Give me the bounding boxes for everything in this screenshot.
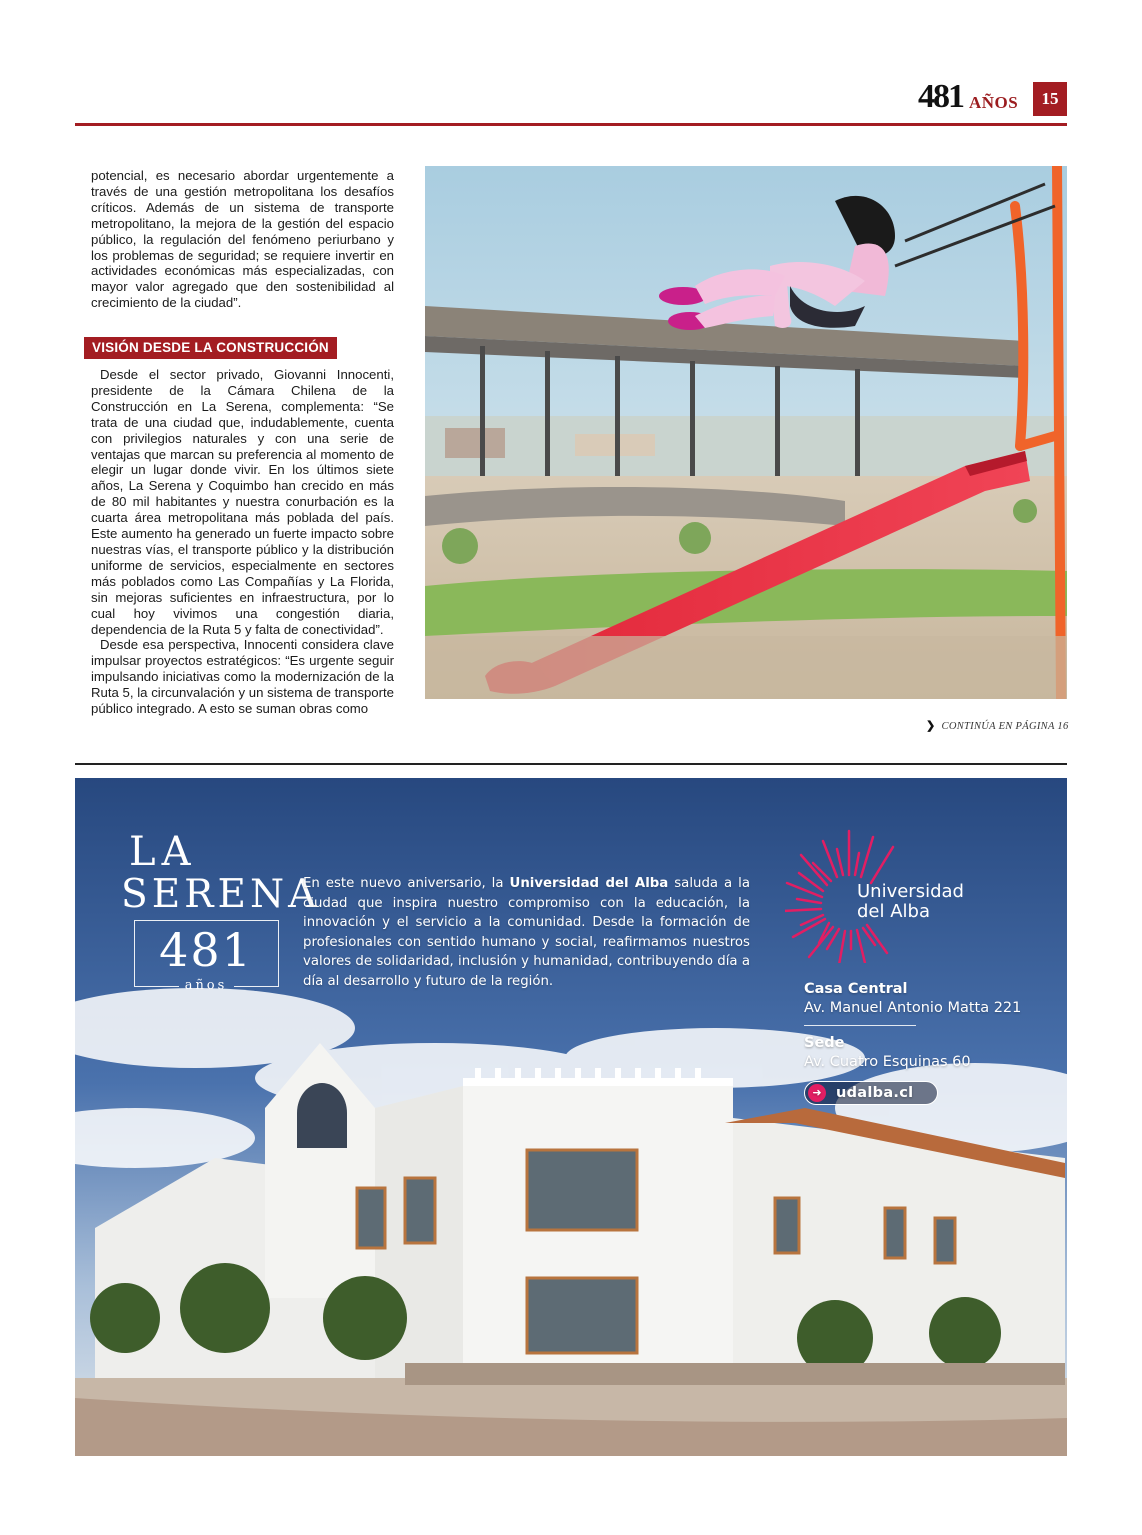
contact-block [804,980,1021,1105]
sede-address: Av. Cuatro Esquinas 60 [804,1054,971,1070]
playground-illustration [425,166,1067,699]
university-name-line2: del Alba [857,901,930,922]
playground-photo [425,166,1067,699]
masthead-logo [918,80,1028,116]
article-column-top [91,168,394,311]
casa-central-address: Av. Manuel Antonio Matta 221 [804,1000,1022,1016]
website-link[interactable] [804,1081,938,1105]
article-paragraph: Desde el sector privado, Giovanni Innocenti, presidente de la Cámara Chilena de la Construcción en La Serena, complementa: “Se trata de una ciudad que, indudablemente, cuenta con privilegios naturales y con una serie de ventajas que marcan su preferencia al momento de elegir un lugar donde vivir. En los últimos siete años, La Serena y Coquimbo han crecido en más de 80 mil habitantes y nuestra conurbación es la cuarta área metropolitana más poblada del país. Este aumento ha generado un fuerte impacto sobre nuestras vías, el transporte público y la distribución uniforme de servicios, especialmente en sectores más poblados como Las Compañías y La Florida, sin mejoras suficientes en infraestructura, por lo cual hoy vivimos una congestión diaria, dependencia de la Ruta 5 y falta de conectividad”. [91,367,394,637]
continued-text: CONTINÚA EN PÁGINA 16 [941,721,1069,732]
casa-central-label: Casa Central [804,981,908,997]
header-rule [75,123,1067,126]
la-serena-481-logo [121,829,321,993]
logo-la: LA [129,829,197,875]
section-heading: VISIÓN DESDE LA CONSTRUCCIÓN [84,337,337,359]
ad-text-intro: En este nuevo aniversario, la [303,876,510,891]
chevron-right-icon: ❯ [926,720,936,732]
university-name-line1: Universidad [857,881,964,902]
logo-481: 481 [159,923,253,977]
article-column-bottom [91,367,394,717]
ad-message [303,874,750,992]
logo-frame [134,920,279,986]
contact-divider [804,1025,916,1026]
page-number: 15 [1033,82,1067,116]
article-paragraph: Desde esa perspectiva, Innocenti considera clave impulsar proyectos estratégicos: “Es urgente seguir impulsando iniciativas como la modernización de la Ruta 5, la circunvalación y un sistema de transporte público integrado. A esto se suman obras como [91,637,394,717]
logo-serena: SERENA [121,872,321,917]
ad-text-body: saluda a la ciudad que inspira nuestro compromiso con la educación, la innovación y el servicio a la comunidad. Desde la formación de profesionales con sentido humano y social, reafirmamos nuestros valores de solidaridad, inclusión y humanidad, contribuyendo día a día al desarrollo y futuro de la región. [303,876,750,989]
logo-anos: años [134,979,279,993]
arrow-right-icon: ➜ [808,1084,826,1102]
section-divider [75,763,1067,765]
ad-text-university: Universidad del Alba [509,876,669,891]
masthead-word: AÑOS [969,93,1019,112]
website-url[interactable]: udalba.cl [836,1085,914,1101]
sede-label: Sede [804,1035,845,1051]
masthead-number: 481 [918,78,963,115]
continued-on-page [926,719,1069,732]
article-paragraph: potencial, es necesario abordar urgentemente a través de una gestión metropolitana los desafíos críticos. Además de un sistema de transporte metropolitano, la mejora de la gestión del espacio público, la regulación del fenómeno periurbano y los problemas de seguridad; se requiere invertir en actividades económicas más especializadas, con mayor valor agregado que den sostenibilidad al crecimiento de la ciudad”. [91,168,394,311]
university-name [857,882,964,922]
university-advertisement [75,778,1067,1456]
